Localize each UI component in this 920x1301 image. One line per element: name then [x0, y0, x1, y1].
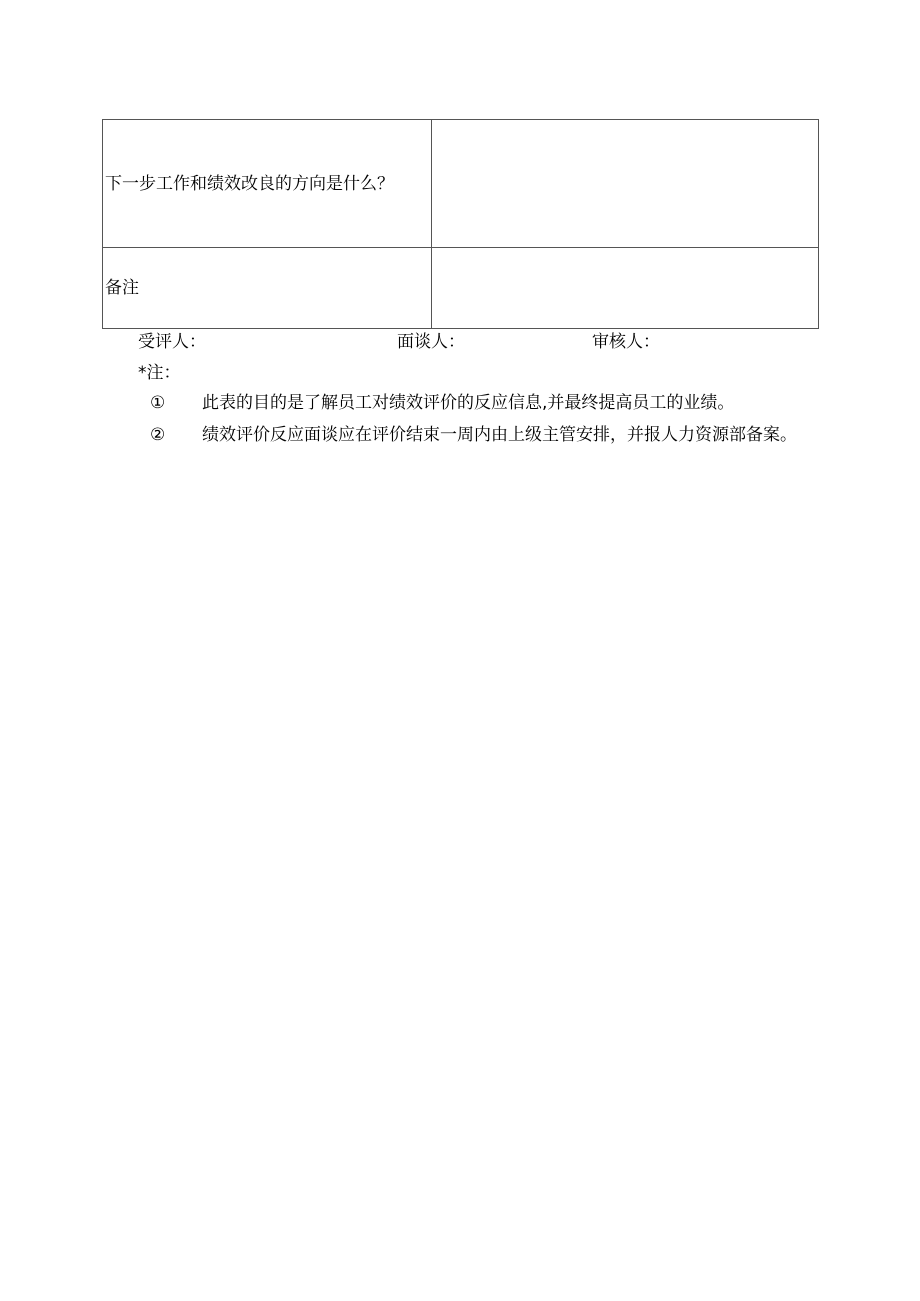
reviewee-signature-label: 受评人： [138, 332, 206, 352]
feedback-form-table [102, 119, 819, 329]
improvement-direction-label: 下一步工作和绩效改良的方向是什么？ [105, 173, 394, 194]
note-item-1 [150, 388, 820, 419]
table-cell-label [103, 248, 432, 329]
improvement-direction-value-cell[interactable] [432, 120, 819, 248]
note-marker: ① [150, 393, 166, 413]
remarks-label: 备注 [105, 278, 139, 298]
note-text: 绩效评价反应面谈应在评价结束一周内由上级主管安排，并报人力资源部备案。 [202, 425, 797, 445]
remarks-value-cell[interactable] [432, 248, 819, 329]
note-marker: ② [150, 425, 166, 445]
notes-title: *注： [138, 363, 181, 383]
interviewer-signature-label: 面谈人： [397, 332, 465, 352]
note-item-2 [150, 420, 820, 451]
table-row-remarks [103, 248, 819, 329]
reviewer-signature-label: 审核人： [592, 332, 660, 352]
note-text: 此表的目的是了解员工对绩效评价的反应信息,并最终提高员工的业绩。 [202, 393, 735, 413]
table-row-improvement-direction [103, 120, 819, 248]
table-cell-label [103, 120, 432, 248]
